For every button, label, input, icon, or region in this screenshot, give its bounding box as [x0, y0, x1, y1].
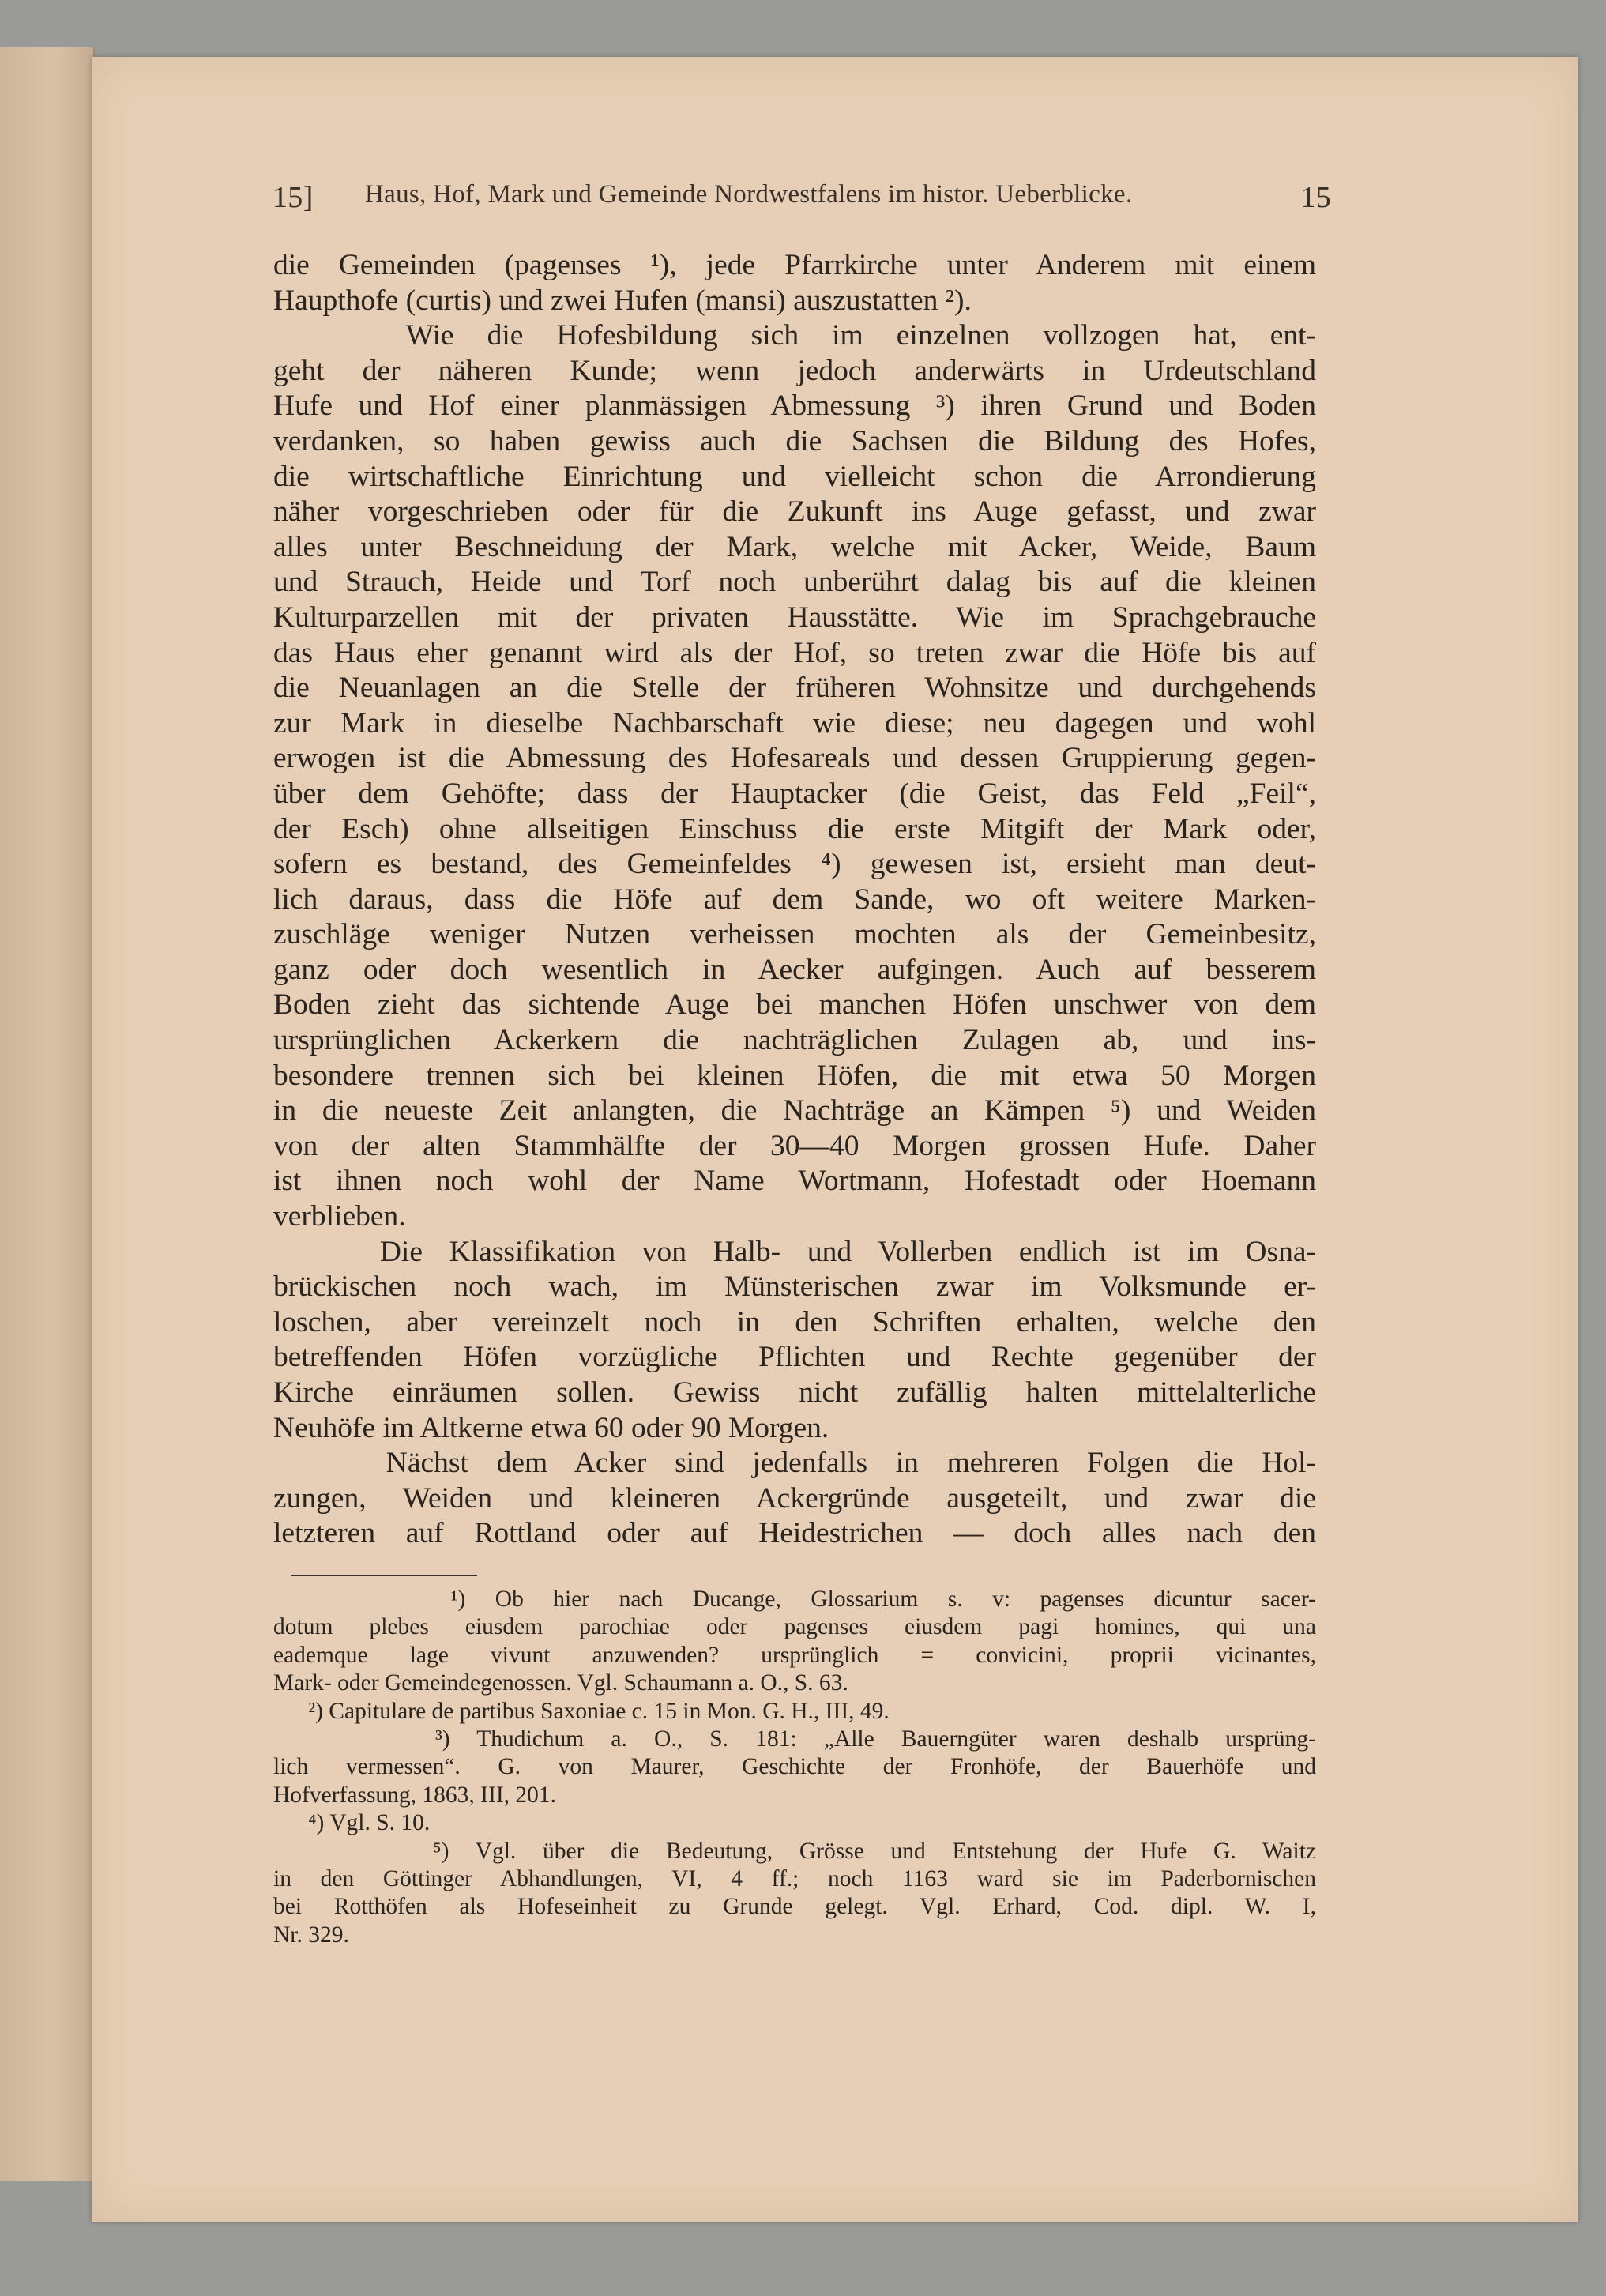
text-line: und Strauch, Heide und Torf noch unberührt dalag bis auf die kleinen	[273, 566, 1316, 599]
footnotes	[273, 1586, 1316, 1949]
text-line: die Neuanlagen an die Stelle der früheren Wohnsitze und durchgehends	[273, 672, 1316, 705]
text-line: betreffenden Höfen vorzügliche Pflichten und Rechte gegenüber der	[273, 1341, 1316, 1374]
text-line: die Gemeinden (pagenses ¹), jede Pfarrkirche unter Anderem mit einem	[273, 249, 1316, 281]
text-line: Die Klassifikation von Halb- und Vollerben endlich ist im Osna-	[273, 1235, 1316, 1268]
footnote-line: dotum plebes eiusdem parochiae oder pagenses eiusdem pagi homines, qui una	[273, 1614, 1316, 1640]
text-line: der Esch) ohne allseitigen Einschuss die erste Mitgift der Mark oder,	[273, 812, 1316, 845]
footnote-line: bei Rotthöfen als Hofeseinheit zu Grunde gelegt. Vgl. Erhard, Cod. dipl. W. I,	[273, 1894, 1316, 1920]
text-line: zungen, Weiden und kleineren Ackergründe ausgeteilt, und zwar die	[273, 1481, 1316, 1515]
text-line: Neuhöfe im Altkerne etwa 60 oder 90 Morgen.	[273, 1411, 829, 1444]
text-line: in die neueste Zeit anlangten, die Nachträge an Kämpen ⁵) und Weiden	[273, 1094, 1316, 1127]
text-line: zur Mark in dieselbe Nachbarschaft wie diese; neu dagegen und wohl	[273, 706, 1316, 740]
footnote-line: eademque lage vivunt anzuwenden? ursprünglich = convicini, proprii vicinantes,	[273, 1642, 1316, 1668]
text-line: ist ihnen noch wohl der Name Wortmann, Hofestadt oder Hoemann	[273, 1165, 1316, 1198]
text-line: brückischen noch wach, im Münsterischen zwar im Volksmunde er-	[273, 1270, 1316, 1304]
text-line: erwogen ist die Abmessung des Hofesareals und dessen Gruppierung gegen-	[273, 742, 1316, 775]
text-line: besondere trennen sich bei kleinen Höfen, die mit etwa 50 Morgen	[273, 1059, 1316, 1092]
page-number: 15	[1300, 181, 1331, 214]
footnote-line: Hofverfassung, 1863, III, 201.	[273, 1782, 557, 1808]
footnote-line: lich vermessen“. G. von Maurer, Geschichte der Fronhöfe, der Bauerhöfe und	[273, 1754, 1316, 1780]
text-line: ursprünglichen Ackerkern die nachträglichen Zulagen ab, und ins-	[273, 1024, 1316, 1057]
main-text	[273, 248, 1316, 1552]
text-line: verblieben.	[273, 1200, 406, 1233]
footnote-line: ⁴) Vgl. S. 10.	[273, 1810, 431, 1836]
footnote-line: ⁵) Vgl. über die Bedeutung, Grösse und Entstehung der Hufe G. Waitz	[273, 1838, 1316, 1864]
text-line: von der alten Stammhälfte der 30—40 Morgen grossen Hufe. Daher	[273, 1129, 1316, 1162]
footnote-line: ¹) Ob hier nach Ducange, Glossarium s. v: pagenses dicuntur sacer-	[273, 1586, 1316, 1612]
text-line: sofern es bestand, des Gemeinfeldes ⁴) gewesen ist, ersieht man deut-	[273, 848, 1316, 881]
footnote-line: ³) Thudichum a. O., S. 181: „Alle Bauerngüter waren deshalb ursprüng-	[273, 1726, 1316, 1752]
left-page-edge	[0, 47, 95, 2181]
text-line: das Haus eher genannt wird als der Hof, so treten zwar die Höfe bis auf	[273, 636, 1316, 669]
text-line: ganz oder doch wesentlich in Aecker aufgingen. Auch auf besserem	[273, 953, 1316, 986]
text-line: Boden zieht das sichtende Auge bei manchen Höfen unschwer von dem	[273, 988, 1316, 1022]
text-line: näher vorgeschrieben oder für die Zukunft ins Auge gefasst, und zwar	[273, 495, 1316, 529]
text-line: Kulturparzellen mit der privaten Hausstätte. Wie im Sprachgebrauche	[273, 600, 1316, 634]
text-line: loschen, aber vereinzelt noch in den Schriften erhalten, welche den	[273, 1305, 1316, 1338]
header-title: Haus, Hof, Mark und Gemeinde Nordwestfalens im histor. Ueberblicke.	[365, 180, 1133, 209]
text-line: letzteren auf Rottland oder auf Heidestrichen — doch alles nach den	[273, 1517, 1316, 1550]
text-line: zuschläge weniger Nutzen verheissen mochten als der Gemeinbesitz,	[273, 918, 1316, 951]
text-line: über dem Gehöfte; dass der Hauptacker (die Geist, das Feld „Feil“,	[273, 777, 1316, 810]
header-section-number: 15]	[273, 181, 314, 214]
text-line: geht der näheren Kunde; wenn jedoch anderwärts in Urdeutschland	[273, 354, 1316, 387]
text-line: verdanken, so haben gewiss auch die Sachsen die Bildung des Hofes,	[273, 424, 1316, 457]
footnote-line: Mark- oder Gemeindegenossen. Vgl. Schaumann a. O., S. 63.	[273, 1670, 848, 1696]
footnote-line: ²) Capitulare de partibus Saxoniae c. 15 in Mon. G. H., III, 49.	[273, 1698, 890, 1724]
text-line: die wirtschaftliche Einrichtung und vielleicht schon die Arrondierung	[273, 460, 1316, 493]
footnote-separator	[291, 1575, 477, 1576]
text-line: Haupthofe (curtis) und zwei Hufen (mansi) auszustatten ²).	[273, 284, 972, 317]
text-line: lich daraus, dass die Höfe auf dem Sande, wo oft weitere Marken-	[273, 883, 1316, 916]
text-line: Hufe und Hof einer planmässigen Abmessung ³) ihren Grund und Boden	[273, 390, 1316, 423]
running-header	[273, 175, 1331, 215]
text-line: Kirche einräumen sollen. Gewiss nicht zufällig halten mittelalterliche	[273, 1376, 1316, 1409]
text-line: Wie die Hofesbildung sich im einzelnen vollzogen hat, ent-	[273, 319, 1316, 352]
text-line: Nächst dem Acker sind jedenfalls in mehreren Folgen die Hol-	[273, 1447, 1316, 1480]
text-line: alles unter Beschneidung der Mark, welche mit Acker, Weide, Baum	[273, 530, 1316, 563]
footnote-line: Nr. 329.	[273, 1921, 349, 1948]
footnote-line: in den Göttinger Abhandlungen, VI, 4 ff.; noch 1163 ward sie im Paderbornischen	[273, 1866, 1316, 1892]
